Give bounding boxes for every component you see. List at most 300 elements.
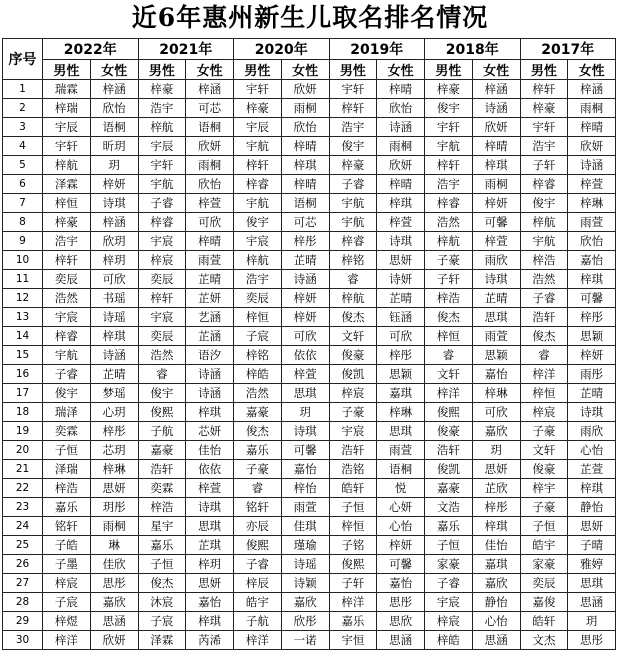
table-row <box>3 137 616 156</box>
male-name-cell: 宇辰 <box>234 118 282 137</box>
table-row <box>3 270 616 289</box>
female-name-cell: 悦 <box>377 479 425 498</box>
male-name-cell: 梓宇 <box>520 479 568 498</box>
female-name-cell: 诗琪 <box>472 270 520 289</box>
male-name-cell: 嘉豪 <box>425 479 473 498</box>
male-name-cell: 宇航 <box>138 175 186 194</box>
female-name-cell: 思颖 <box>377 365 425 384</box>
female-name-cell: 思妍 <box>90 479 138 498</box>
female-name-cell: 思涵 <box>568 593 616 612</box>
female-name-cell: 欣妍 <box>90 631 138 650</box>
page-title: 近6年惠州新生儿取名排名情况 <box>131 3 489 32</box>
female-name-cell: 佳怡 <box>186 441 234 460</box>
male-name-cell: 梓恒 <box>234 308 282 327</box>
male-name-cell: 梓宸 <box>425 612 473 631</box>
female-name-cell: 芷晴 <box>281 251 329 270</box>
female-name-cell: 梓琪 <box>186 403 234 422</box>
male-name-cell: 文杰 <box>520 631 568 650</box>
male-name-cell: 宇航 <box>329 194 377 213</box>
year-header: 2018年 <box>425 39 521 60</box>
row-number: 16 <box>3 365 43 384</box>
male-name-cell: 子恒 <box>329 498 377 517</box>
female-name-cell: 诗妍 <box>377 270 425 289</box>
female-name-cell: 书瑶 <box>90 289 138 308</box>
female-name-cell: 梓妍 <box>472 194 520 213</box>
female-name-cell: 诗颖 <box>281 574 329 593</box>
female-name-cell: 梓晴 <box>377 80 425 99</box>
names-table-body <box>3 80 616 650</box>
male-name-cell: 梓恒 <box>425 327 473 346</box>
female-header: 女性 <box>472 60 520 80</box>
row-number: 25 <box>3 536 43 555</box>
table-row <box>3 479 616 498</box>
female-name-cell: 欣怡 <box>377 99 425 118</box>
row-number: 28 <box>3 593 43 612</box>
male-name-cell: 浩宇 <box>425 175 473 194</box>
female-name-cell: 佳琪 <box>281 517 329 536</box>
male-name-cell: 奕霖 <box>43 422 91 441</box>
row-number: 14 <box>3 327 43 346</box>
female-name-cell: 诗瑶 <box>90 308 138 327</box>
table-row <box>3 536 616 555</box>
female-name-cell: 诗涵 <box>472 99 520 118</box>
female-name-cell: 梓彤 <box>568 308 616 327</box>
male-name-cell: 皓宇 <box>234 593 282 612</box>
female-name-cell: 雨桐 <box>568 99 616 118</box>
male-name-cell: 宇轩 <box>329 80 377 99</box>
male-name-cell: 俊凯 <box>425 460 473 479</box>
female-name-cell: 一诺 <box>281 631 329 650</box>
female-name-cell: 思琪 <box>281 384 329 403</box>
male-name-cell: 俊宇 <box>138 384 186 403</box>
male-name-cell: 梓宸 <box>43 574 91 593</box>
seq-header: 序号 <box>3 39 43 80</box>
female-name-cell: 梓妍 <box>377 536 425 555</box>
male-name-cell: 梓洋 <box>329 593 377 612</box>
table-row <box>3 403 616 422</box>
table-row <box>3 99 616 118</box>
table-row <box>3 555 616 574</box>
male-name-cell: 梓睿 <box>234 175 282 194</box>
male-header: 男性 <box>329 60 377 80</box>
female-name-cell: 雨彤 <box>568 365 616 384</box>
female-name-cell: 梓琳 <box>568 194 616 213</box>
female-name-cell: 雨桐 <box>377 137 425 156</box>
female-name-cell: 雨萱 <box>377 441 425 460</box>
male-name-cell: 浩轩 <box>329 441 377 460</box>
male-name-cell: 俊杰 <box>138 574 186 593</box>
table-row <box>3 308 616 327</box>
female-name-cell: 梓萱 <box>186 194 234 213</box>
male-name-cell: 梓睿 <box>43 327 91 346</box>
male-name-cell: 梓睿 <box>425 194 473 213</box>
names-table <box>2 38 616 650</box>
female-name-cell: 诗涵 <box>377 118 425 137</box>
female-name-cell: 梓琪 <box>186 612 234 631</box>
female-name-cell: 欣妍 <box>377 156 425 175</box>
row-number: 29 <box>3 612 43 631</box>
male-name-cell: 奕辰 <box>234 289 282 308</box>
male-name-cell: 沐宸 <box>138 593 186 612</box>
female-name-cell: 芷妍 <box>186 289 234 308</box>
male-name-cell: 嘉乐 <box>138 536 186 555</box>
male-name-cell: 铭轩 <box>43 517 91 536</box>
female-name-cell: 梓琪 <box>568 479 616 498</box>
male-name-cell: 宇轩 <box>520 118 568 137</box>
male-name-cell: 皓轩 <box>329 479 377 498</box>
male-name-cell: 嘉乐 <box>234 441 282 460</box>
male-name-cell: 梓洋 <box>520 365 568 384</box>
female-name-cell: 梓萱 <box>186 479 234 498</box>
male-name-cell: 宇航 <box>234 194 282 213</box>
male-name-cell: 浩轩 <box>520 308 568 327</box>
female-name-cell: 欣玥 <box>90 232 138 251</box>
male-name-cell: 梓宸 <box>520 403 568 422</box>
male-name-cell: 梓瑞 <box>43 99 91 118</box>
male-name-cell: 子豪 <box>520 498 568 517</box>
gender-header-row <box>3 60 616 80</box>
female-name-cell: 嘉欣 <box>472 422 520 441</box>
row-number: 26 <box>3 555 43 574</box>
female-name-cell: 诗琪 <box>90 194 138 213</box>
row-number: 21 <box>3 460 43 479</box>
female-name-cell: 芷晴 <box>568 384 616 403</box>
male-name-cell: 梓豪 <box>425 80 473 99</box>
male-name-cell: 子豪 <box>425 251 473 270</box>
female-name-cell: 梓涵 <box>186 80 234 99</box>
male-name-cell: 浩宇 <box>138 99 186 118</box>
female-name-cell: 嘉琪 <box>377 384 425 403</box>
female-name-cell: 诗瑶 <box>281 555 329 574</box>
female-name-cell: 语汐 <box>186 346 234 365</box>
male-name-cell: 俊杰 <box>234 422 282 441</box>
male-name-cell: 梓豪 <box>234 99 282 118</box>
female-name-cell: 梓萱 <box>281 365 329 384</box>
male-name-cell: 梓航 <box>425 232 473 251</box>
male-name-cell: 浩宇 <box>234 270 282 289</box>
male-name-cell: 子恒 <box>43 441 91 460</box>
table-row <box>3 365 616 384</box>
male-name-cell: 俊熙 <box>329 555 377 574</box>
male-name-cell: 子豪 <box>234 460 282 479</box>
table-row <box>3 574 616 593</box>
table-row <box>3 194 616 213</box>
female-name-cell: 诗琪 <box>377 232 425 251</box>
male-name-cell: 俊豪 <box>329 346 377 365</box>
male-name-cell: 梓豪 <box>138 80 186 99</box>
male-name-cell: 梓铭 <box>329 251 377 270</box>
female-name-cell: 诗琪 <box>186 498 234 517</box>
male-name-cell: 梓轩 <box>234 156 282 175</box>
female-name-cell: 思欣 <box>377 612 425 631</box>
male-name-cell: 俊熙 <box>234 536 282 555</box>
male-name-cell: 亦辰 <box>234 517 282 536</box>
male-name-cell: 梓豪 <box>520 99 568 118</box>
male-header: 男性 <box>234 60 282 80</box>
male-name-cell: 梓浩 <box>138 498 186 517</box>
female-header: 女性 <box>90 60 138 80</box>
female-name-cell: 梓玥 <box>90 251 138 270</box>
female-name-cell: 嘉欣 <box>281 593 329 612</box>
female-name-cell: 梓晴 <box>377 175 425 194</box>
female-name-cell: 诗琪 <box>281 422 329 441</box>
row-number: 23 <box>3 498 43 517</box>
table-row <box>3 346 616 365</box>
female-name-cell: 梓晴 <box>472 137 520 156</box>
female-name-cell: 芷琪 <box>186 536 234 555</box>
female-name-cell: 诗涵 <box>568 156 616 175</box>
female-name-cell: 雨桐 <box>186 156 234 175</box>
female-name-cell: 诗涵 <box>281 270 329 289</box>
female-name-cell: 欣怡 <box>186 175 234 194</box>
male-name-cell: 子宸 <box>234 327 282 346</box>
male-header: 男性 <box>520 60 568 80</box>
female-name-cell: 嘉怡 <box>186 593 234 612</box>
male-name-cell: 俊宇 <box>234 213 282 232</box>
female-name-cell: 思琪 <box>186 517 234 536</box>
female-name-cell: 欣怡 <box>568 232 616 251</box>
table-row <box>3 498 616 517</box>
male-name-cell: 俊杰 <box>520 327 568 346</box>
male-header: 男性 <box>43 60 91 80</box>
female-name-cell: 心玥 <box>90 403 138 422</box>
row-number: 19 <box>3 422 43 441</box>
female-name-cell: 梓琳 <box>90 460 138 479</box>
female-name-cell: 嘉怡 <box>568 251 616 270</box>
male-name-cell: 睿 <box>425 346 473 365</box>
year-header: 2021年 <box>138 39 234 60</box>
row-number: 7 <box>3 194 43 213</box>
male-name-cell: 梓皓 <box>234 365 282 384</box>
table-row <box>3 327 616 346</box>
table-row <box>3 631 616 650</box>
female-name-cell: 梦瑶 <box>90 384 138 403</box>
female-name-cell: 梓彤 <box>377 346 425 365</box>
female-name-cell: 玥 <box>281 403 329 422</box>
female-name-cell: 玥 <box>568 612 616 631</box>
female-name-cell: 思颖 <box>568 327 616 346</box>
female-name-cell: 静怡 <box>472 593 520 612</box>
female-name-cell: 芯妍 <box>186 422 234 441</box>
table-row <box>3 422 616 441</box>
male-name-cell: 俊熙 <box>425 403 473 422</box>
male-name-cell: 睿 <box>520 346 568 365</box>
female-name-cell: 诗涵 <box>186 384 234 403</box>
female-name-cell: 嘉怡 <box>281 460 329 479</box>
table-row <box>3 156 616 175</box>
table-row <box>3 118 616 137</box>
male-name-cell: 子墨 <box>43 555 91 574</box>
table-row <box>3 384 616 403</box>
male-name-cell: 浩然 <box>138 346 186 365</box>
female-name-cell: 钰涵 <box>377 308 425 327</box>
female-name-cell: 雨萱 <box>568 213 616 232</box>
female-name-cell: 玥彤 <box>90 498 138 517</box>
male-name-cell: 梓洋 <box>234 631 282 650</box>
male-name-cell: 梓豪 <box>43 213 91 232</box>
female-name-cell: 雨萱 <box>472 327 520 346</box>
male-name-cell: 家豪 <box>520 555 568 574</box>
male-name-cell: 宇恒 <box>329 631 377 650</box>
row-number: 3 <box>3 118 43 137</box>
male-name-cell: 宇航 <box>329 213 377 232</box>
male-header: 男性 <box>425 60 473 80</box>
row-number: 22 <box>3 479 43 498</box>
male-name-cell: 梓宸 <box>138 251 186 270</box>
row-number: 8 <box>3 213 43 232</box>
female-name-cell: 思妍 <box>472 460 520 479</box>
female-name-cell: 梓玥 <box>186 555 234 574</box>
female-name-cell: 梓晴 <box>281 175 329 194</box>
female-name-cell: 心妍 <box>377 498 425 517</box>
male-name-cell: 皓轩 <box>520 612 568 631</box>
male-name-cell: 子轩 <box>329 574 377 593</box>
year-header: 2020年 <box>234 39 330 60</box>
female-name-cell: 思妍 <box>186 574 234 593</box>
male-name-cell: 子铭 <box>329 536 377 555</box>
male-name-cell: 子恒 <box>425 536 473 555</box>
female-name-cell: 依依 <box>281 346 329 365</box>
male-name-cell: 梓轩 <box>138 289 186 308</box>
male-name-cell: 子恒 <box>520 517 568 536</box>
row-number: 4 <box>3 137 43 156</box>
male-name-cell: 奕辰 <box>520 574 568 593</box>
female-name-cell: 玥 <box>472 441 520 460</box>
female-name-cell: 嘉欣 <box>472 574 520 593</box>
male-name-cell: 子航 <box>138 422 186 441</box>
female-name-cell: 欣怡 <box>281 118 329 137</box>
female-name-cell: 梓妍 <box>281 308 329 327</box>
table-row <box>3 175 616 194</box>
table-row <box>3 251 616 270</box>
male-name-cell: 宇宸 <box>138 232 186 251</box>
row-number: 13 <box>3 308 43 327</box>
male-name-cell: 奕辰 <box>43 270 91 289</box>
male-name-cell: 梓辰 <box>234 574 282 593</box>
female-name-cell: 梓妍 <box>281 289 329 308</box>
male-name-cell: 奕辰 <box>138 270 186 289</box>
row-number: 10 <box>3 251 43 270</box>
female-name-cell: 思涵 <box>472 631 520 650</box>
male-name-cell: 俊凯 <box>329 365 377 384</box>
male-name-cell: 睿 <box>329 270 377 289</box>
female-name-cell: 梓萱 <box>568 175 616 194</box>
male-name-cell: 宇轩 <box>43 137 91 156</box>
male-name-cell: 宇航 <box>234 137 282 156</box>
male-name-cell: 梓航 <box>43 156 91 175</box>
male-name-cell: 梓睿 <box>329 232 377 251</box>
female-name-cell: 思琪 <box>472 308 520 327</box>
male-name-cell: 浩然 <box>425 213 473 232</box>
female-name-cell: 子晴 <box>568 536 616 555</box>
male-name-cell: 子睿 <box>234 555 282 574</box>
male-name-cell: 嘉乐 <box>425 517 473 536</box>
female-name-cell: 心怡 <box>568 441 616 460</box>
female-name-cell: 可馨 <box>472 213 520 232</box>
female-header: 女性 <box>281 60 329 80</box>
male-name-cell: 瑞霖 <box>43 80 91 99</box>
year-header: 2019年 <box>329 39 425 60</box>
female-name-cell: 雨桐 <box>472 175 520 194</box>
male-name-cell: 浩宇 <box>43 232 91 251</box>
table-row <box>3 289 616 308</box>
female-name-cell: 语桐 <box>377 460 425 479</box>
male-name-cell: 嘉乐 <box>329 612 377 631</box>
male-name-cell: 睿 <box>234 479 282 498</box>
female-name-cell: 芷萱 <box>568 460 616 479</box>
male-name-cell: 文浩 <box>425 498 473 517</box>
male-name-cell: 子睿 <box>43 365 91 384</box>
male-name-cell: 梓航 <box>329 289 377 308</box>
female-name-cell: 梓晴 <box>568 118 616 137</box>
male-name-cell: 梓航 <box>138 118 186 137</box>
female-name-cell: 欣妍 <box>568 137 616 156</box>
male-name-cell: 梓浩 <box>425 289 473 308</box>
male-name-cell: 梓轩 <box>520 80 568 99</box>
male-name-cell: 子睿 <box>520 289 568 308</box>
male-name-cell: 浩然 <box>43 289 91 308</box>
male-name-cell: 宇航 <box>43 346 91 365</box>
male-name-cell: 宇宸 <box>329 422 377 441</box>
male-name-cell: 梓煜 <box>43 612 91 631</box>
male-name-cell: 梓轩 <box>425 156 473 175</box>
female-name-cell: 可馨 <box>377 555 425 574</box>
female-header: 女性 <box>186 60 234 80</box>
female-name-cell: 佳怡 <box>472 536 520 555</box>
female-name-cell: 思妍 <box>568 517 616 536</box>
table-row <box>3 232 616 251</box>
row-number: 20 <box>3 441 43 460</box>
male-name-cell: 宇宸 <box>138 308 186 327</box>
female-name-cell: 琳 <box>90 536 138 555</box>
male-name-cell: 宇宸 <box>234 232 282 251</box>
row-number: 9 <box>3 232 43 251</box>
female-name-cell: 欣妍 <box>472 118 520 137</box>
male-name-cell: 浩宇 <box>329 118 377 137</box>
female-header: 女性 <box>568 60 616 80</box>
female-name-cell: 可馨 <box>568 289 616 308</box>
female-name-cell: 昕玥 <box>90 137 138 156</box>
male-name-cell: 子睿 <box>425 574 473 593</box>
female-name-cell: 雨萱 <box>186 251 234 270</box>
male-name-cell: 梓航 <box>234 251 282 270</box>
male-name-cell: 梓浩 <box>520 251 568 270</box>
row-number: 6 <box>3 175 43 194</box>
male-name-cell: 梓恒 <box>520 384 568 403</box>
female-name-cell: 语桐 <box>90 118 138 137</box>
female-name-cell: 嘉怡 <box>472 365 520 384</box>
female-name-cell: 可欣 <box>186 213 234 232</box>
table-row <box>3 517 616 536</box>
female-name-cell: 芷晴 <box>377 289 425 308</box>
male-name-cell: 宇航 <box>520 232 568 251</box>
female-name-cell: 梓晴 <box>281 137 329 156</box>
female-name-cell: 嘉怡 <box>377 574 425 593</box>
female-name-cell: 芷晴 <box>186 270 234 289</box>
female-name-cell: 梓琪 <box>472 517 520 536</box>
male-name-cell: 梓宸 <box>329 384 377 403</box>
table-row <box>3 612 616 631</box>
row-number: 1 <box>3 80 43 99</box>
female-name-cell: 梓彤 <box>472 498 520 517</box>
male-name-cell: 梓铭 <box>234 346 282 365</box>
male-name-cell: 嘉豪 <box>234 403 282 422</box>
table-row <box>3 80 616 99</box>
male-name-cell: 铭轩 <box>234 498 282 517</box>
female-name-cell: 嘉琪 <box>472 555 520 574</box>
male-name-cell: 浩轩 <box>138 460 186 479</box>
male-name-cell: 奕辰 <box>138 327 186 346</box>
